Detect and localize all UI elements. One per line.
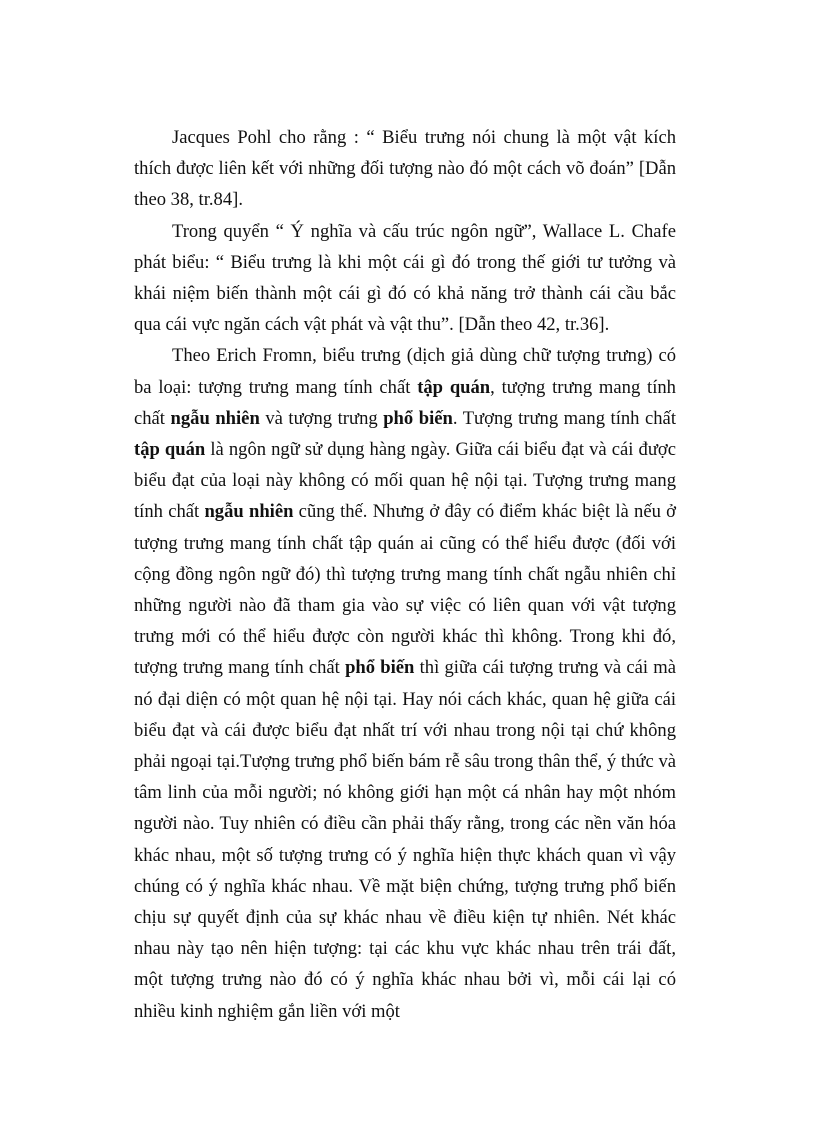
text-segment: và tượng trưng	[259, 407, 384, 429]
paragraph-fromn-types	[134, 340, 676, 1026]
text-segment: Trong quyển “ Ý nghĩa và cấu trúc ngôn ngữ”, Wallace L. Chafe phát biểu: “ Biểu trưng là khi một cái gì đó trong thế giới tư tưởng và khái niệm biến thành một cái gì đó có khả năng trở thành cái cầu bắc qua cái vực ngăn cách vật phát và vật thu”. [Dẫn theo 42, tr.36].	[134, 220, 676, 336]
text-segment: , tượng trưng mang tính chất	[134, 376, 676, 429]
text-segment: cũng thế. Nhưng ở đây có điểm khác biệt là nếu ở tượng trưng mang tính chất tập quán ai cũng có thể hiểu được (đối với cộng đồng ngôn ngữ đó) thì tượng trưng mang tính chất ngẫu nhiên chỉ những người nào đã tham gia vào sự việc có liên quan với vật tượng trưng mới có thể hiểu được còn người khác thì không. Trong khi đó, tượng trưng mang tính chất	[134, 501, 676, 679]
body-text	[134, 122, 676, 1027]
text-segment: . Tượng trưng mang tính chất	[452, 407, 676, 429]
bold-term: ngẫu nhiên	[170, 407, 260, 429]
text-segment: là ngôn ngữ sử dụng hàng ngày. Giữa cái biểu đạt và cái được biểu đạt của loại này không có mối quan hệ nội tại. Tượng trưng mang tính chất	[134, 439, 676, 523]
bold-term: phổ biến	[383, 407, 453, 429]
text-segment: Jacques Pohl cho rằng : “ Biểu trưng nói chung là một vật kích thích được liên kết với những đối tượng nào đó một cách võ đoán” [Dẫn theo 38, tr.84].	[134, 127, 676, 211]
bold-term: tập quán	[134, 439, 206, 461]
text-segment: thì giữa cái tượng trưng và cái mà nó đại diện có một quan hệ nội tại. Hay nói cách khác, quan hệ giữa cái biểu đạt và cái được biểu đạt nhất trí với nhau trong nội tại chứ không phải ngoại tại.Tượng trưng phổ biến bám rễ sâu trong thân thể, ý thức và tâm linh của mỗi người; nó không giới hạn một cá nhân hay một nhóm người nào. Tuy nhiên có điều cần phải thấy rằng, trong các nền văn hóa khác nhau, một số tượng trưng có ý nghĩa hiện thực khách quan vì vậy chúng có ý nghĩa khác nhau. Về mặt biện chứng, tượng trưng phổ biến chịu sự quyết định của sự khác nhau về điều kiện tự nhiên. Nét khác nhau này tạo nên hiện tượng: tại các khu vực khác nhau trên trái đất, một tượng trưng nào đó có ý nghĩa khác nhau bởi vì, mỗi cái lại có nhiều kinh nghiệm gắn liền với một	[134, 657, 677, 1022]
bold-term: ngẫu nhiên	[204, 501, 294, 523]
paragraph-chafe-quote	[134, 216, 676, 341]
bold-term: phổ biến	[345, 657, 415, 679]
paragraph-pohl-quote	[134, 122, 676, 216]
text-segment: Theo Erich Fromn, biểu trưng (dịch giả dùng chữ tượng trưng) có ba loại: tượng trưng mang tính chất	[134, 345, 676, 398]
bold-term: tập quán	[417, 376, 491, 398]
